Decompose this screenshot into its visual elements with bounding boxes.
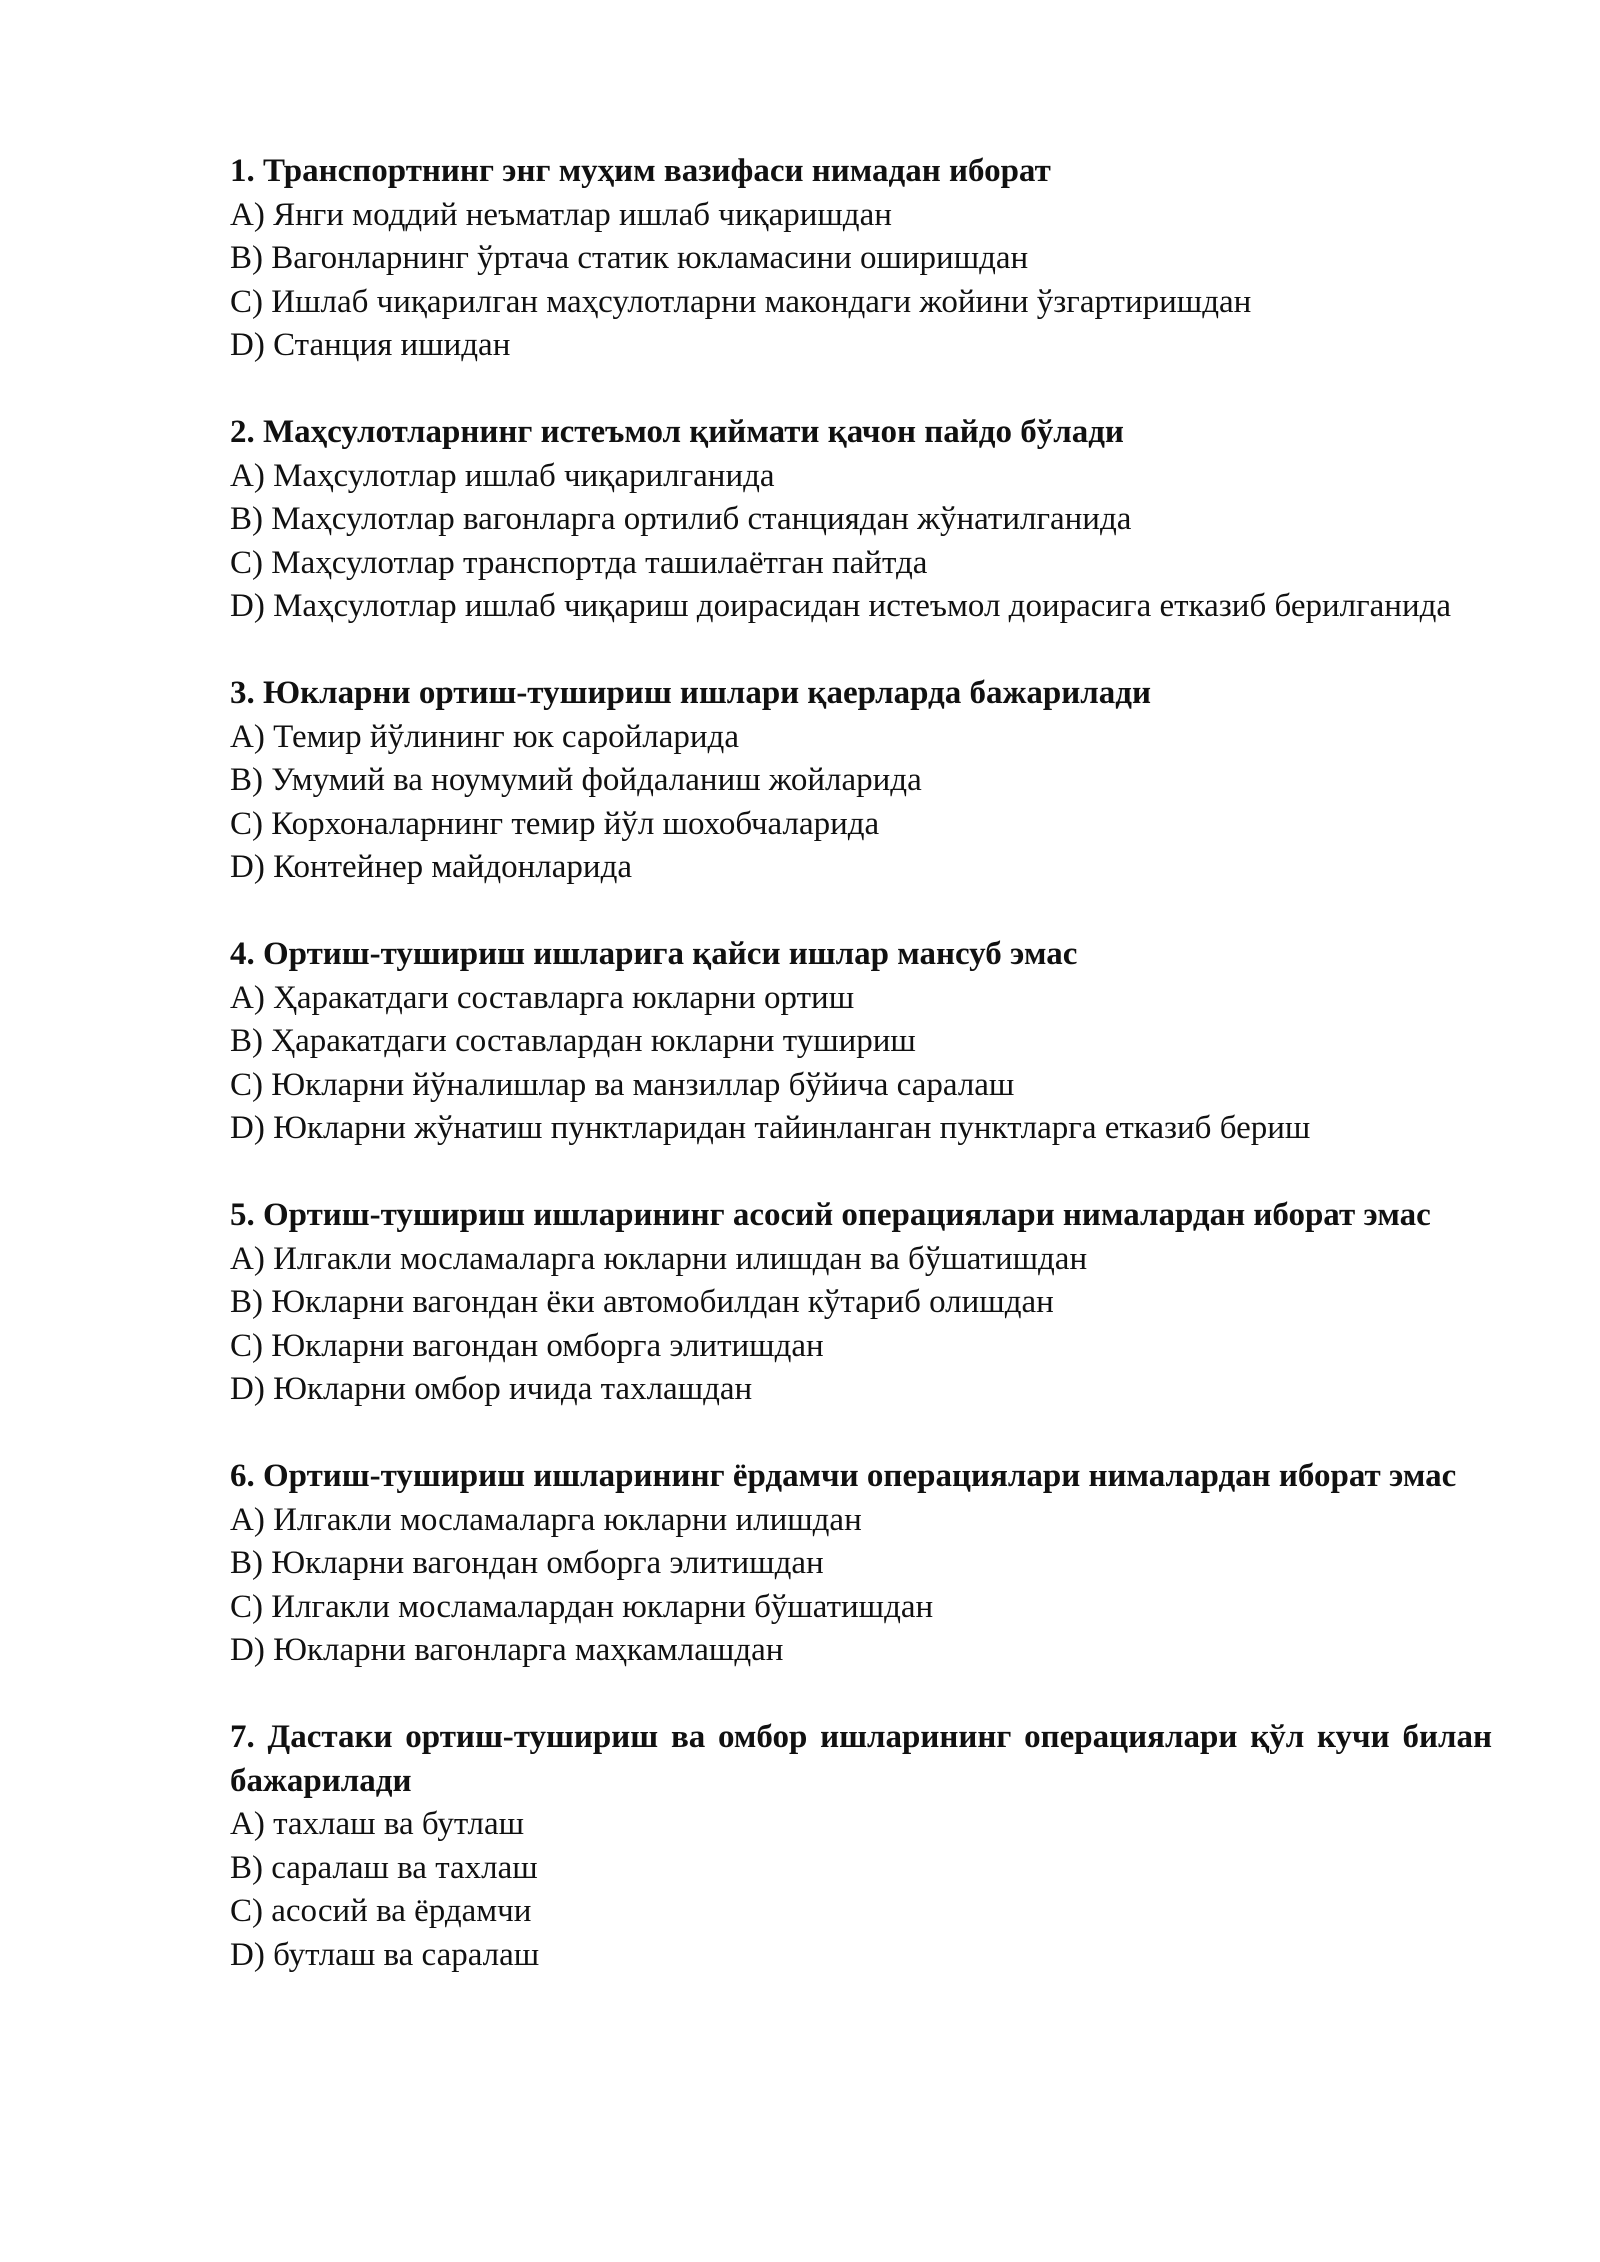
question-1	[230, 150, 1492, 368]
option-d: D) бутлаш ва саралаш	[230, 1936, 540, 1973]
question-5	[230, 1194, 1492, 1412]
option-a: A) Ҳаракатдаги составларга юкларни ортиш	[230, 979, 855, 1016]
option-a: A) Илгакли мосламаларга юкларни илишдан	[230, 1501, 862, 1538]
option-b: B) Вагонларнинг ўртача статик юкламасини оширишдан	[230, 240, 1029, 276]
option-d: D) Контейнер майдонларида	[230, 849, 633, 885]
option-c: C) Маҳсулотлар транспортда ташилаётган пайтда	[230, 544, 928, 581]
option-c: C) Юкларни йўналишлар ва манзиллар бўйича саралаш	[230, 1066, 1015, 1103]
option-a: A) Темир йўлининг юк саройларида	[230, 718, 739, 755]
question-title: 7. Дастаки ортиш-тушириш ва омбор ишларининг операциялари қўл кучи билан бажарилади	[230, 1719, 1492, 1799]
option-b: B) саралаш ва тахлаш	[230, 1849, 538, 1886]
question-title: 3. Юкларни ортиш-тушириш ишлари қаерларда бажарилади	[230, 675, 1152, 711]
option-a: A) тахлаш ва бутлаш	[230, 1806, 525, 1842]
question-2	[230, 411, 1492, 629]
question-3	[230, 672, 1492, 890]
option-b: B) Маҳсулотлар вагонларга ортилиб станциядан жўнатилганида	[230, 501, 1132, 537]
question-title: 2. Маҳсулотларнинг истеъмол қиймати қачон пайдо бўлади	[230, 414, 1124, 450]
option-c: C) асосий ва ёрдамчи	[230, 1893, 532, 1929]
option-b: B) Ҳаракатдаги составлардан юкларни тушириш	[230, 1023, 916, 1059]
question-4	[230, 933, 1492, 1151]
question-7	[230, 1716, 1492, 1977]
option-b: B) Юкларни вагондан ёки автомобилдан кўтариб олишдан	[230, 1284, 1054, 1320]
question-title: 5. Ортиш-тушириш ишларининг асосий операциялари нималардан иборат эмас	[230, 1197, 1431, 1233]
option-d: D) Станция ишидан	[230, 327, 511, 363]
option-b: B) Юкларни вагондан омборга элитишдан	[230, 1545, 824, 1581]
option-a: A) Маҳсулотлар ишлаб чиқарилганида	[230, 457, 775, 494]
question-6	[230, 1455, 1492, 1673]
option-c: C) Илгакли мосламалардан юкларни бўшатишдан	[230, 1588, 934, 1625]
option-d: D) Юкларни вагонларга маҳкамлашдан	[230, 1632, 784, 1668]
question-title: 6. Ортиш-тушириш ишларининг ёрдамчи операциялари нималардан иборат эмас	[230, 1458, 1457, 1494]
option-d: D) Юкларни жўнатиш пунктларидан тайинланган пунктларга етказиб бериш	[230, 1110, 1311, 1146]
option-a: A) Янги моддий неъматлар ишлаб чиқаришдан	[230, 196, 892, 233]
option-c: C) Ишлаб чиқарилган маҳсулотларни макондаги жойини ўзгартиришдан	[230, 283, 1252, 320]
option-c: C) Юкларни вагондан омборга элитишдан	[230, 1327, 824, 1364]
question-list	[230, 150, 1492, 2021]
option-d: D) Маҳсулотлар ишлаб чиқариш доирасидан истеъмол доирасига етказиб берилганида	[230, 588, 1452, 624]
option-b: B) Умумий ва ноумумий фойдаланиш жойларида	[230, 762, 922, 798]
option-a: A) Илгакли мосламаларга юкларни илишдан ва бўшатишдан	[230, 1240, 1088, 1277]
question-title: 1. Транспортнинг энг муҳим вазифаси нимадан иборат	[230, 153, 1051, 189]
option-c: C) Корхоналарнинг темир йўл шохобчаларида	[230, 805, 880, 842]
option-d: D) Юкларни омбор ичида тахлашдан	[230, 1371, 753, 1407]
question-title: 4. Ортиш-тушириш ишларига қайси ишлар мансуб эмас	[230, 936, 1078, 972]
